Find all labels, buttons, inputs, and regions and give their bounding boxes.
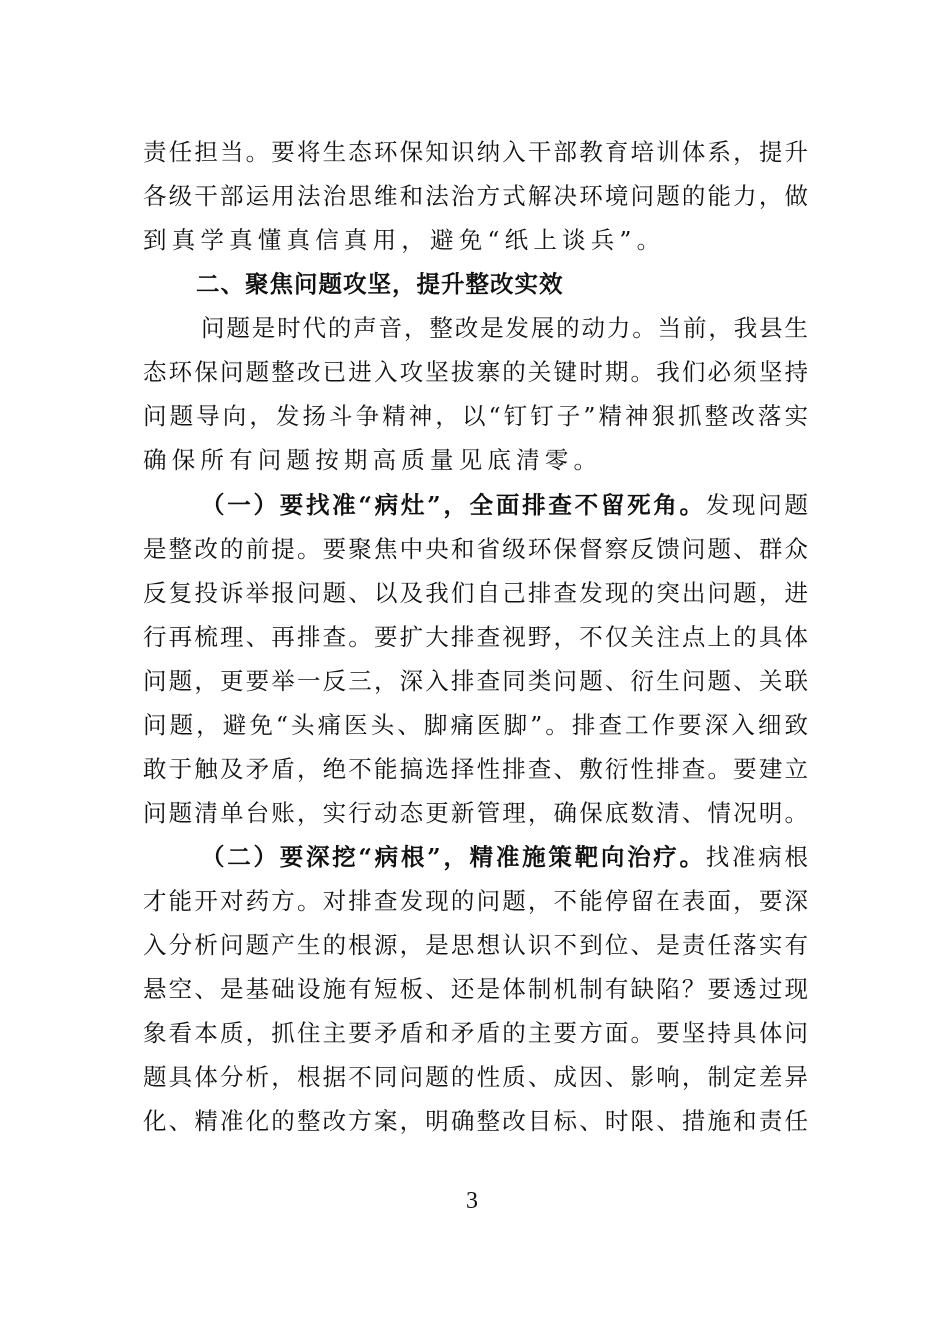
body-line: 题具体分析，根据不同问题的性质、成因、影响，制定差异 (143, 1063, 808, 1091)
body-line: 问题清单台账，实行动态更新管理，确保底数清、情况明。 (143, 799, 808, 827)
body-line: 问题，更要举一反三，深入排查同类问题、衍生问题、关联 (143, 667, 808, 695)
body-line: 问题导向，发扬斗争精神，以“钉钉子”精神狠抓整改落实 (143, 402, 808, 430)
body-line: 行再梳理、再排查。要扩大排查视野，不仅关注点上的具体 (143, 623, 808, 651)
body-line: 责任担当。要将生态环保知识纳入干部教育培训体系，提升 (143, 138, 808, 166)
body-line: 敢于触及矛盾，绝不能搞选择性排查、敷衍性排查。要建立 (143, 755, 808, 783)
subheading-lead: （一）要找准“病灶”，全面排查不留死角。 (201, 491, 706, 519)
body-line: 到真学真懂真信真用，避免“纸上谈兵”。 (143, 226, 666, 254)
body-line: 化、精准化的整改方案，明确整改目标、时限、措施和责任 (143, 1107, 808, 1135)
body-line: 反复投诉举报问题、以及我们自己排查发现的突出问题，进 (143, 579, 808, 607)
subheading-line (201, 842, 808, 872)
body-line: 是整改的前提。要聚焦中央和省级环保督察反馈问题、群众 (143, 535, 808, 563)
body-line: 悬空、是基础设施有短板、还是体制机制有缺陷？要透过现 (143, 975, 808, 1003)
page-number: 3 (466, 1188, 478, 1214)
body-text: 找准病根 (705, 843, 808, 871)
body-line: 确保所有问题按期高质量见底清零。 (143, 446, 603, 474)
subheading-line (201, 490, 808, 520)
subheading-lead: （二）要深挖“病根”，精准施策靶向治疗。 (201, 843, 706, 871)
body-line: 态环保问题整改已进入攻坚拔寨的关键时期。我们必须坚持 (143, 358, 808, 386)
body-text: 发现问题 (705, 491, 808, 519)
section-heading: 二、聚焦问题攻坚，提升整改实效 (196, 270, 564, 298)
body-line: 象看本质，抓住主要矛盾和矛盾的主要方面。要坚持具体问 (143, 1019, 808, 1047)
body-line: 入分析问题产生的根源，是思想认识不到位、是责任落实有 (143, 931, 808, 959)
body-line: 各级干部运用法治思维和法治方式解决环境问题的能力，做 (143, 182, 808, 210)
body-line: 问题是时代的声音，整改是发展的动力。当前，我县生 (201, 314, 808, 342)
body-line: 才能开对药方。对排查发现的问题，不能停留在表面，要深 (143, 887, 808, 915)
body-line: 问题，避免“头痛医头、脚痛医脚”。排查工作要深入细致 (143, 711, 808, 739)
